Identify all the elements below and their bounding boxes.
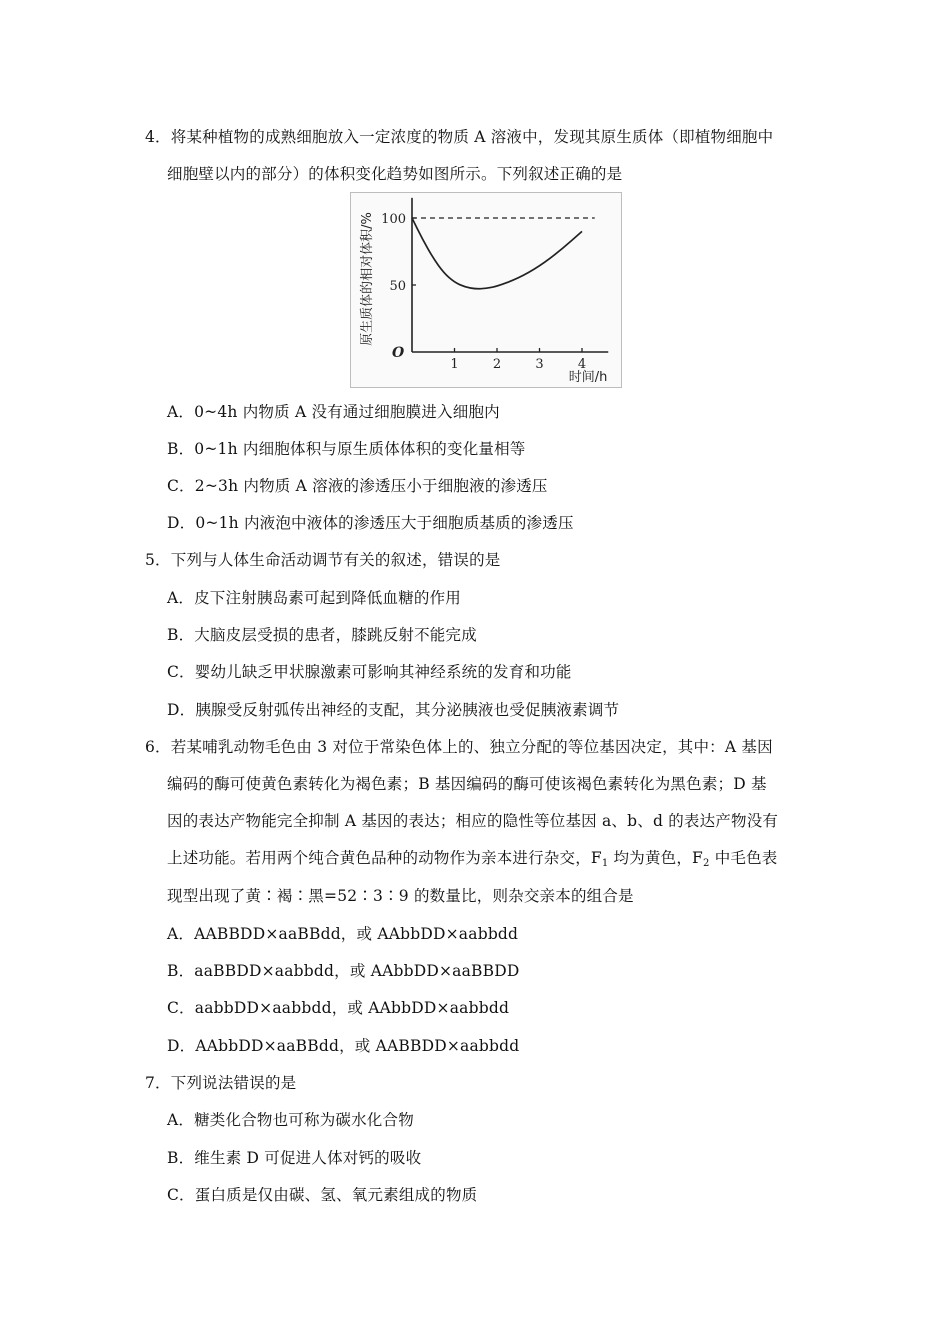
x-tick-label: 3	[535, 357, 544, 372]
q6-option-b: B．aaBBDD×aabbdd，或 AAbbDD×aaBBDD	[167, 962, 520, 980]
q6-line4-part-a: 上述功能。若用两个纯合黄色品种的动物作为亲本进行杂交，F	[167, 849, 602, 867]
q6-line4-part-c: 中毛色表	[709, 849, 778, 867]
q4-chart	[351, 193, 621, 387]
q6-option-a: A．AABBDD×aaBBdd，或 AAbbDD×aabbdd	[167, 925, 519, 943]
f1-subscript: 1	[601, 858, 609, 869]
q4-option-c: C．2~3h 内物质 A 溶液的渗透压小于细胞液的渗透压	[167, 477, 548, 495]
x-tick-label: 1	[450, 357, 459, 372]
x-tick-label: 2	[492, 357, 502, 372]
q4-option-d: D．0~1h 内液泡中液体的渗透压大于细胞质基质的渗透压	[167, 514, 574, 532]
origin-label: O	[392, 345, 405, 361]
q6-option-c: C．aabbDD×aabbdd，或 AAbbDD×aabbdd	[167, 999, 510, 1017]
q4-figure	[350, 192, 622, 388]
y-axis-label: 原生质体的相对体积/%	[360, 212, 375, 346]
q7-stem: 7．下列说法错误的是	[145, 1074, 297, 1092]
q7-option-a: A．糖类化合物也可称为碳水化合物	[167, 1111, 414, 1129]
x-tick-label: 4	[577, 357, 587, 372]
q5-stem: 5．下列与人体生命活动调节有关的叙述，错误的是	[145, 551, 501, 569]
q4-option-b: B．0~1h 内细胞体积与原生质体体积的变化量相等	[167, 440, 526, 458]
x-axis-label: 时间/h	[568, 370, 608, 385]
q4-stem-line2: 细胞壁以内的部分）的体积变化趋势如图所示。下列叙述正确的是	[167, 165, 623, 183]
q5-option-d: D．胰腺受反射弧传出神经的支配，其分泌胰液也受促胰液素调节	[167, 701, 620, 719]
q5-option-a: A．皮下注射胰岛素可起到降低血糖的作用	[167, 589, 461, 607]
q4-option-a: A．0~4h 内物质 A 没有通过细胞膜进入细胞内	[167, 403, 500, 421]
q5-option-c: C．婴幼儿缺乏甲状腺激素可影响其神经系统的发育和功能	[167, 663, 572, 681]
q6-stem-line1: 6．若某哺乳动物毛色由 3 对位于常染色体上的、独立分配的等位基因决定，其中：A 基因	[145, 738, 773, 756]
f2-subscript: 2	[703, 858, 710, 869]
q4-stem-line1: 4．将某种植物的成熟细胞放入一定浓度的物质 A 溶液中，发现其原生质体（即植物细胞中	[145, 128, 774, 146]
q6-stem-line5: 现型出现了黄∶褐∶黑=52∶3∶9 的数量比，则杂交亲本的组合是	[167, 887, 634, 905]
q5-option-b: B．大脑皮层受损的患者，膝跳反射不能完成	[167, 626, 477, 644]
q6-stem-line3: 因的表达产物能完全抑制 A 基因的表达；相应的隐性等位基因 a、b、d 的表达产物没有	[167, 812, 779, 830]
q6-stem-line2: 编码的酶可使黄色素转化为褐色素；B 基因编码的酶可使该褐色素转化为黑色素；D 基	[167, 775, 767, 793]
q6-line4-part-b: 均为黄色，F	[608, 849, 704, 867]
q6-option-d: D．AAbbDD×aaBBdd，或 AABBDD×aabbdd	[167, 1037, 520, 1055]
y-tick-label: 50	[389, 279, 406, 294]
y-tick-label: 100	[381, 212, 406, 227]
q6-stem-line4	[167, 846, 778, 869]
protoplast-volume-curve	[412, 218, 582, 289]
q7-option-b: B．维生素 D 可促进人体对钙的吸收	[167, 1149, 422, 1167]
q7-option-c: C．蛋白质是仅由碳、氢、氧元素组成的物质	[167, 1186, 478, 1204]
